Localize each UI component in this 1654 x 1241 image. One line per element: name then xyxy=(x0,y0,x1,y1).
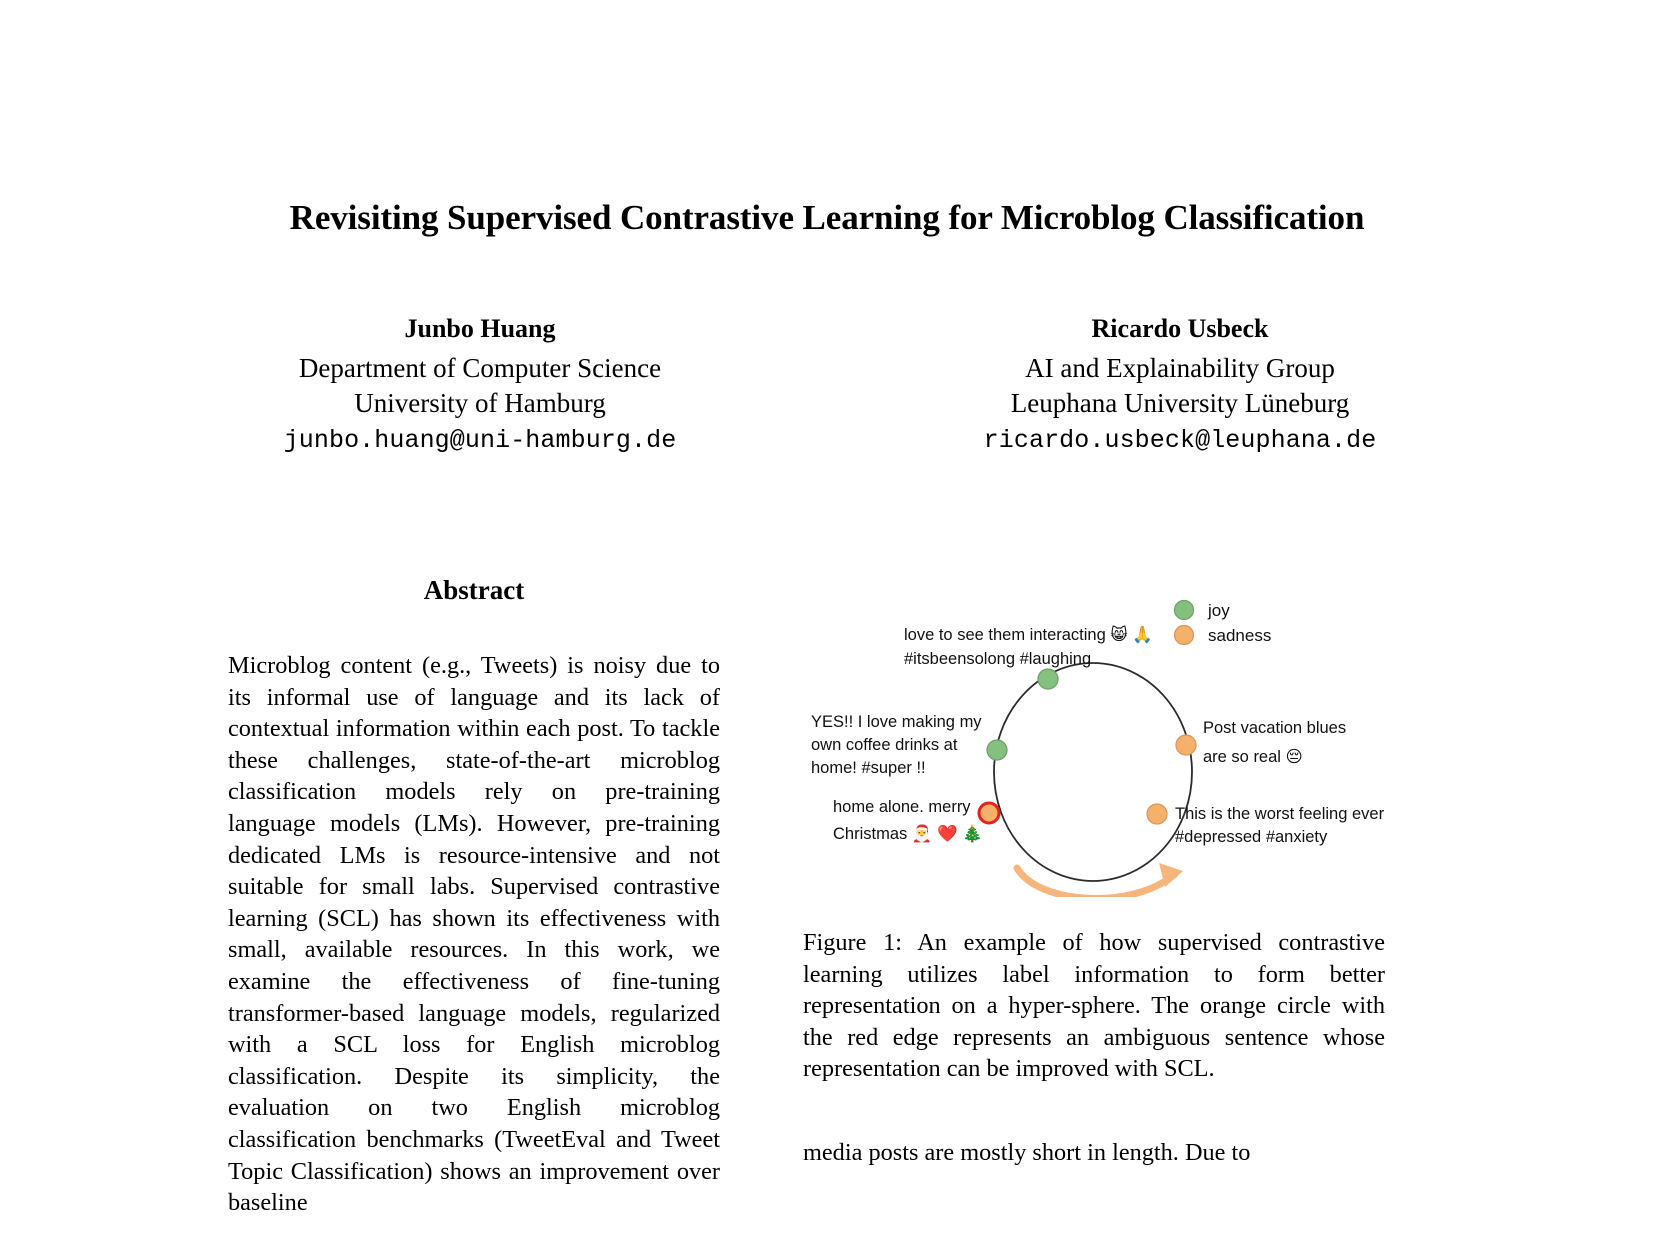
annotation-ambiguous xyxy=(833,798,983,843)
annotation-line: #itsbeensolong #laughing xyxy=(904,650,1092,668)
figure-legend xyxy=(1175,601,1272,646)
legend-label-sadness: sadness xyxy=(1208,626,1272,645)
annotation-joy-left xyxy=(811,713,982,777)
annotation-line: Post vacation blues xyxy=(1203,719,1347,737)
annotation-sadness-bottom xyxy=(1175,805,1385,846)
point-sadness-top xyxy=(1176,735,1196,755)
legend-label-joy: joy xyxy=(1208,601,1230,620)
annotation-line: #depressed #anxiety xyxy=(1175,828,1328,846)
point-joy-top xyxy=(1038,669,1058,689)
author-affiliation-line1: Department of Computer Science xyxy=(298,352,662,383)
legend-swatch-sadness xyxy=(1175,626,1194,645)
page-title: Revisiting Supervised Contrastive Learning for Microblog Classification xyxy=(289,198,1365,237)
point-sadness-bottom xyxy=(1147,804,1167,824)
abstract-heading: Abstract xyxy=(423,575,525,605)
abstract-body: Microblog content (e.g., Tweets) is noisy due to its informal use of language and its lack of contextual information within each post. To tackle these challenges, state-of-the-art microblog classification models rely on pre-training language models (LMs). However, pre-training dedicated LMs is resource-intensive and not suitable for small labs. Supervised contrastive learning (SCL) has shown its effectiveness with small, available resources. In this work, we examine the effectiveness of fine-tuning transformer-based language models, regularized with a SCL loss for English microblog classification. Despite its simplicity, the evaluation on two English microblog classification benchmarks (TweetEval and Tweet Topic Classification) shows an improvement over baseline xyxy=(228,652,720,1217)
annotation-joy-top xyxy=(904,625,1153,668)
right-column xyxy=(803,575,1385,1169)
hypersphere-circle xyxy=(994,663,1192,881)
annotation-sadness-top xyxy=(1203,719,1346,766)
author-affiliation-line2: Leuphana University Lüneburg xyxy=(1010,387,1350,418)
author-affiliation-line2: University of Hamburg xyxy=(354,387,606,418)
annotation-line: This is the worst feeling ever xyxy=(1175,805,1385,823)
annotation-line: love to see them interacting 😸 🙏 xyxy=(904,626,1153,644)
point-ambiguous xyxy=(979,803,999,823)
author-email[interactable]: ricardo.usbeck@leuphana.de xyxy=(983,425,1377,455)
author-block-1 xyxy=(230,312,730,457)
author-block-2 xyxy=(930,312,1430,457)
author-list xyxy=(230,312,1430,457)
figure-1 xyxy=(803,587,1385,897)
annotation-line: home alone. merry xyxy=(833,798,971,816)
annotation-line: own coffee drinks at xyxy=(811,736,958,754)
author-name: Ricardo Usbeck xyxy=(1091,314,1269,343)
legend-swatch-joy xyxy=(1175,601,1194,620)
author-email[interactable]: junbo.huang@uni-hamburg.de xyxy=(283,425,677,455)
body-paragraph-continued: media posts are mostly short in length. Due to xyxy=(803,1138,1251,1166)
author-affiliation-line1: AI and Explainability Group xyxy=(1025,352,1335,383)
annotation-line: are so real 😔 xyxy=(1203,748,1303,766)
annotation-line: YES!! I love making my xyxy=(811,713,982,731)
point-joy-left xyxy=(987,740,1007,760)
annotation-line: home! #super !! xyxy=(811,759,926,777)
left-column xyxy=(228,575,720,1219)
figure-caption: Figure 1: An example of how supervised contrastive learning utilizes label information to form better representation on a hyper-sphere. The orange circle with the red edge represents an ambiguous sentence whose representation can be improved with SCL. xyxy=(803,929,1385,1083)
annotation-line: Christmas 🎅 ❤️ 🎄 xyxy=(833,825,983,843)
hypersphere-diagram xyxy=(803,587,1385,897)
author-name: Junbo Huang xyxy=(404,314,556,343)
